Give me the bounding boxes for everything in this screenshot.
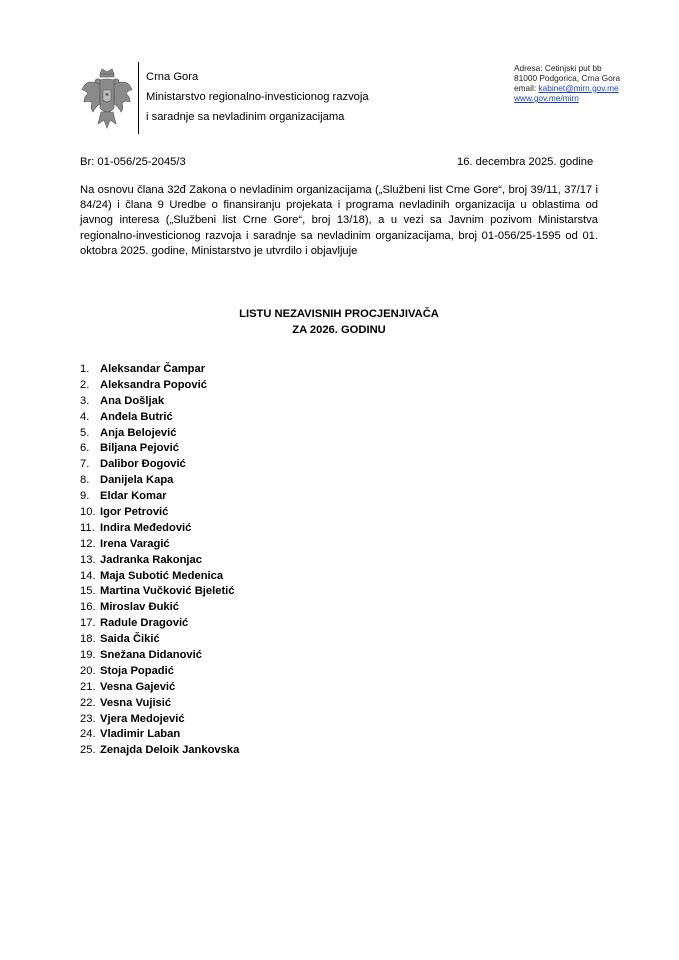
list-item [80,441,239,457]
evaluator-name: Indira Međedović [100,521,192,534]
list-item [80,696,239,712]
evaluator-name: Vladimir Laban [100,728,181,741]
list-item [80,584,239,600]
evaluator-name: Stoja Popadić [100,664,174,677]
evaluator-name: Dalibor Đogović [100,458,186,471]
ministry-name-line1: Ministarstvo regionalno-investicionog razvoja [146,91,369,103]
document-date: 16. decembra 2025. godine [457,156,594,168]
list-item [80,727,239,743]
address-street: Adresa: Cetinjski put bb [514,63,602,73]
list-item [80,473,239,489]
list-item-number: 4. [80,410,90,423]
list-item-number: 22. [80,696,96,709]
list-item-number: 20. [80,664,96,677]
email-label: email: [514,83,537,93]
evaluator-name: Martina Vučković Bjeletić [100,585,235,598]
list-item [80,489,239,505]
reference-number: Br: 01-056/25-2045/3 [80,156,186,168]
list-item-number: 13. [80,553,96,566]
list-item [80,537,239,553]
evaluator-name: Zenajda Deloik Jankovska [100,744,240,757]
ministry-name-line2: i saradnje sa nevladinim organizacijama [146,111,345,123]
list-item-number: 9. [80,490,90,503]
evaluator-name: Maja Subotić Medenica [100,569,224,582]
document-title [80,306,598,338]
list-item-number: 17. [80,617,96,630]
list-item [80,712,239,728]
list-item-number: 11. [80,521,95,534]
website-line [514,93,620,103]
list-item [80,680,239,696]
list-item-number: 1. [80,363,90,375]
institution-header [146,67,369,127]
list-item [80,521,239,537]
coat-of-arms-emblem [80,68,134,132]
list-item [80,600,239,616]
list-item [80,410,239,426]
evaluator-name: Anja Belojević [100,426,177,439]
evaluator-name: Danijela Kapa [100,474,174,487]
evaluator-name: Snežana Didanović [100,649,202,662]
list-item-number: 14. [80,569,96,582]
list-item [80,505,239,521]
evaluator-name: Aleksandar Čampar [100,363,206,375]
evaluator-name: Miroslav Đukić [100,601,179,614]
evaluator-name: Radule Dragović [100,617,189,630]
intro-paragraph: Na osnovu člana 32đ Zakona o nevladinim organizacijama („Službeni list Crne Gore“, broj 39/11, 37/17 i 84/24) i člana 9 Uredbe o finansiranju projekata i programa nevladinih organizacija u oblastima od javnog interesa („Službeni list Crne Gore“, broj 13/18), a u vezi sa Javnim pozivom Ministarstva regionalno-investicionog razvoja i saradnje sa nevladinim organizacijama, broj 01-056/25-1595 od 01. oktobra 2025. godine, Ministarstvo je utvrdilo i objavljuje [80,184,598,257]
list-item-number: 10. [80,506,96,519]
list-item [80,362,239,378]
evaluator-name: Ana Došljak [100,394,165,407]
list-item [80,632,239,648]
list-item-number: 8. [80,474,90,487]
list-item-number: 19. [80,649,96,662]
list-item-number: 25. [80,744,96,757]
list-item [80,426,239,442]
evaluator-name: Aleksandra Popović [100,378,207,391]
title-line2: ZA 2026. GODINU [292,324,386,336]
website-link[interactable]: www.gov.me/mirn [514,93,579,103]
list-item-number: 2. [80,378,90,391]
contact-address [514,63,620,103]
list-item-number: 23. [80,712,96,725]
evaluator-name: Irena Varagić [100,537,170,550]
list-item [80,378,239,394]
evaluator-name: Jadranka Rakonjac [100,553,202,566]
email-line [514,83,620,93]
list-item [80,394,239,410]
list-item-number: 3. [80,394,90,407]
list-item-number: 5. [80,426,90,439]
header-divider [138,62,139,134]
list-item-number: 21. [80,680,96,693]
evaluator-list [80,362,239,759]
list-item-number: 12. [80,537,96,550]
list-item-number: 24. [80,728,96,741]
list-item [80,616,239,632]
list-item [80,664,239,680]
list-item [80,457,239,473]
list-item [80,553,239,569]
evaluator-name: Vesna Gajević [100,680,176,693]
address-city: 81000 Podgorica, Crna Gora [514,73,621,83]
list-item-number: 7. [80,458,90,471]
list-item-number: 15. [80,585,96,598]
list-item-number: 18. [80,633,96,646]
evaluator-name: Anđela Butrić [100,410,173,423]
evaluator-name: Eldar Komar [100,490,167,503]
country-name: Crna Gora [146,71,199,83]
evaluator-name: Saida Čikić [100,633,160,646]
list-item-number: 6. [80,442,90,455]
evaluator-name: Vjera Medojević [100,712,185,725]
list-item [80,648,239,664]
evaluator-name: Vesna Vujisić [100,696,172,709]
list-item [80,569,239,585]
list-item [80,743,239,759]
evaluator-name: Igor Petrović [100,506,169,519]
list-item-number: 16. [80,601,96,614]
email-link[interactable]: kabinet@mirn.gov.me [538,83,619,93]
evaluator-name: Biljana Pejović [100,442,179,455]
title-line1: LISTU NEZAVISNIH PROCJENJIVAČA [239,308,439,320]
